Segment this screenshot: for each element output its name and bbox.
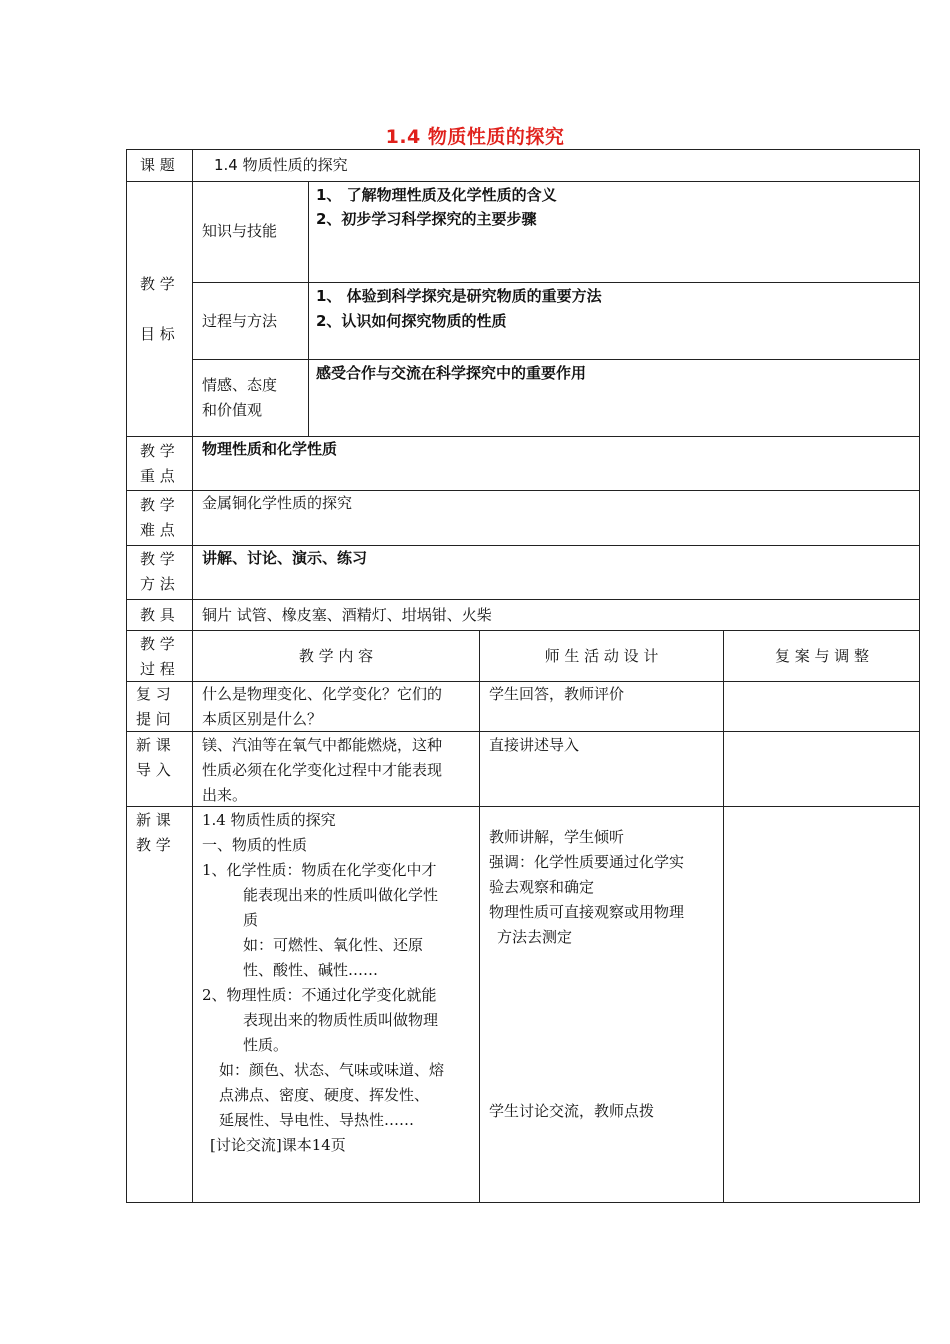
emotion-label-1: 情感、态度 bbox=[202, 376, 278, 394]
difficulties-label-2: 难 点 bbox=[140, 521, 175, 539]
difficulties-label-1: 教 学 bbox=[140, 496, 175, 514]
review-activity: 学生回答，教师评价 bbox=[489, 685, 625, 703]
teaching-activity-line: 物理性质可直接观察或用物理 bbox=[489, 903, 685, 921]
review-label-1: 复 习 bbox=[136, 685, 171, 703]
emotion-label-2: 和价值观 bbox=[202, 401, 263, 419]
teaching-activity-line: 教师讲解，学生倾听 bbox=[489, 828, 625, 846]
col-content-header: 教 学 内 容 bbox=[298, 647, 374, 665]
methods-label-1: 教 学 bbox=[140, 550, 175, 568]
teaching-label-1: 新 课 bbox=[136, 811, 171, 829]
teaching-activity-line: 强调：化学性质要通过化学实 bbox=[489, 853, 685, 871]
teaching-content-line: 1.4 物质性质的探究 bbox=[202, 811, 336, 829]
intro-activity: 直接讲述导入 bbox=[489, 736, 580, 754]
col-activity-header: 师 生 活 动 设 计 bbox=[544, 647, 659, 665]
knowledge-item-1: 1、 了解物理性质及化学性质的含义 bbox=[316, 186, 557, 204]
teaching-content-line: 延展性、导电性、导热性…… bbox=[219, 1111, 415, 1129]
teaching-activity-line: 学生讨论交流，教师点拨 bbox=[489, 1102, 655, 1120]
key-points-label-1: 教 学 bbox=[140, 442, 175, 460]
teaching-content-line: 如：颜色、状态、气味或味道、熔 bbox=[219, 1061, 445, 1079]
teaching-content-line: 如：可燃性、氧化性、还原 bbox=[243, 936, 424, 954]
process-header-label-1: 教 学 bbox=[140, 635, 175, 653]
review-content-1: 什么是物理变化、化学变化？它们的 bbox=[202, 685, 443, 703]
intro-content-2: 性质必须在化学变化过程中才能表现 bbox=[202, 761, 443, 779]
key-points-value: 物理性质和化学性质 bbox=[202, 440, 338, 458]
difficulties-value: 金属铜化学性质的探究 bbox=[202, 494, 353, 512]
teaching-content-line: 能表现出来的性质叫做化学性 bbox=[243, 886, 439, 904]
intro-content-1: 镁、汽油等在氧气中都能燃烧，这种 bbox=[202, 736, 443, 754]
methods-label-2: 方 法 bbox=[140, 575, 175, 593]
knowledge-label: 知识与技能 bbox=[202, 222, 278, 240]
tools-label: 教 具 bbox=[140, 606, 175, 624]
process-header-label-2: 过 程 bbox=[140, 660, 175, 678]
teaching-content-line: 性质。 bbox=[243, 1036, 289, 1054]
page-title: 1.4 物质性质的探究 bbox=[385, 126, 565, 148]
objectives-label-1: 教 学 bbox=[140, 275, 175, 293]
teaching-activity-line: 验去观察和确定 bbox=[489, 878, 595, 896]
teaching-content-line: 性、酸性、碱性…… bbox=[243, 961, 379, 979]
intro-content-3: 出来。 bbox=[202, 786, 248, 804]
teaching-content-line: 质 bbox=[243, 911, 259, 929]
objectives-label-2: 目 标 bbox=[140, 325, 175, 343]
teaching-content-line: [讨论交流]课本14页 bbox=[210, 1136, 346, 1154]
teaching-label-2: 教 学 bbox=[136, 836, 171, 854]
topic-label: 课 题 bbox=[140, 156, 175, 174]
process-label: 过程与方法 bbox=[202, 312, 278, 330]
knowledge-item-2: 2、初步学习科学探究的主要步骤 bbox=[316, 210, 537, 228]
teaching-content-line: 1、化学性质：物质在化学变化中才 bbox=[202, 861, 437, 879]
intro-label-2: 导 入 bbox=[136, 761, 171, 779]
intro-label-1: 新 课 bbox=[136, 736, 171, 754]
review-content-2: 本质区别是什么？ bbox=[202, 710, 323, 728]
teaching-content-line: 一、物质的性质 bbox=[202, 836, 308, 854]
teaching-activity-line: 方法去测定 bbox=[497, 928, 573, 946]
tools-value: 铜片 试管、橡皮塞、酒精灯、坩埚钳、火柴 bbox=[202, 606, 492, 624]
emotion-text: 感受合作与交流在科学探究中的重要作用 bbox=[316, 364, 587, 382]
methods-value: 讲解、讨论、演示、练习 bbox=[202, 549, 368, 567]
review-label-2: 提 问 bbox=[136, 710, 171, 728]
key-points-label-2: 重 点 bbox=[140, 467, 175, 485]
col-revision-header: 复 案 与 调 整 bbox=[774, 647, 870, 665]
process-item-1: 1、 体验到科学探究是研究物质的重要方法 bbox=[316, 287, 602, 305]
teaching-content-line: 表现出来的物质性质叫做物理 bbox=[243, 1011, 439, 1029]
teaching-content-line: 点沸点、密度、硬度、挥发性、 bbox=[219, 1086, 430, 1104]
teaching-content-line: 2、物理性质：不通过化学变化就能 bbox=[202, 986, 437, 1004]
topic-value: 1.4 物质性质的探究 bbox=[214, 156, 348, 174]
process-item-2: 2、认识如何探究物质的性质 bbox=[316, 312, 507, 330]
